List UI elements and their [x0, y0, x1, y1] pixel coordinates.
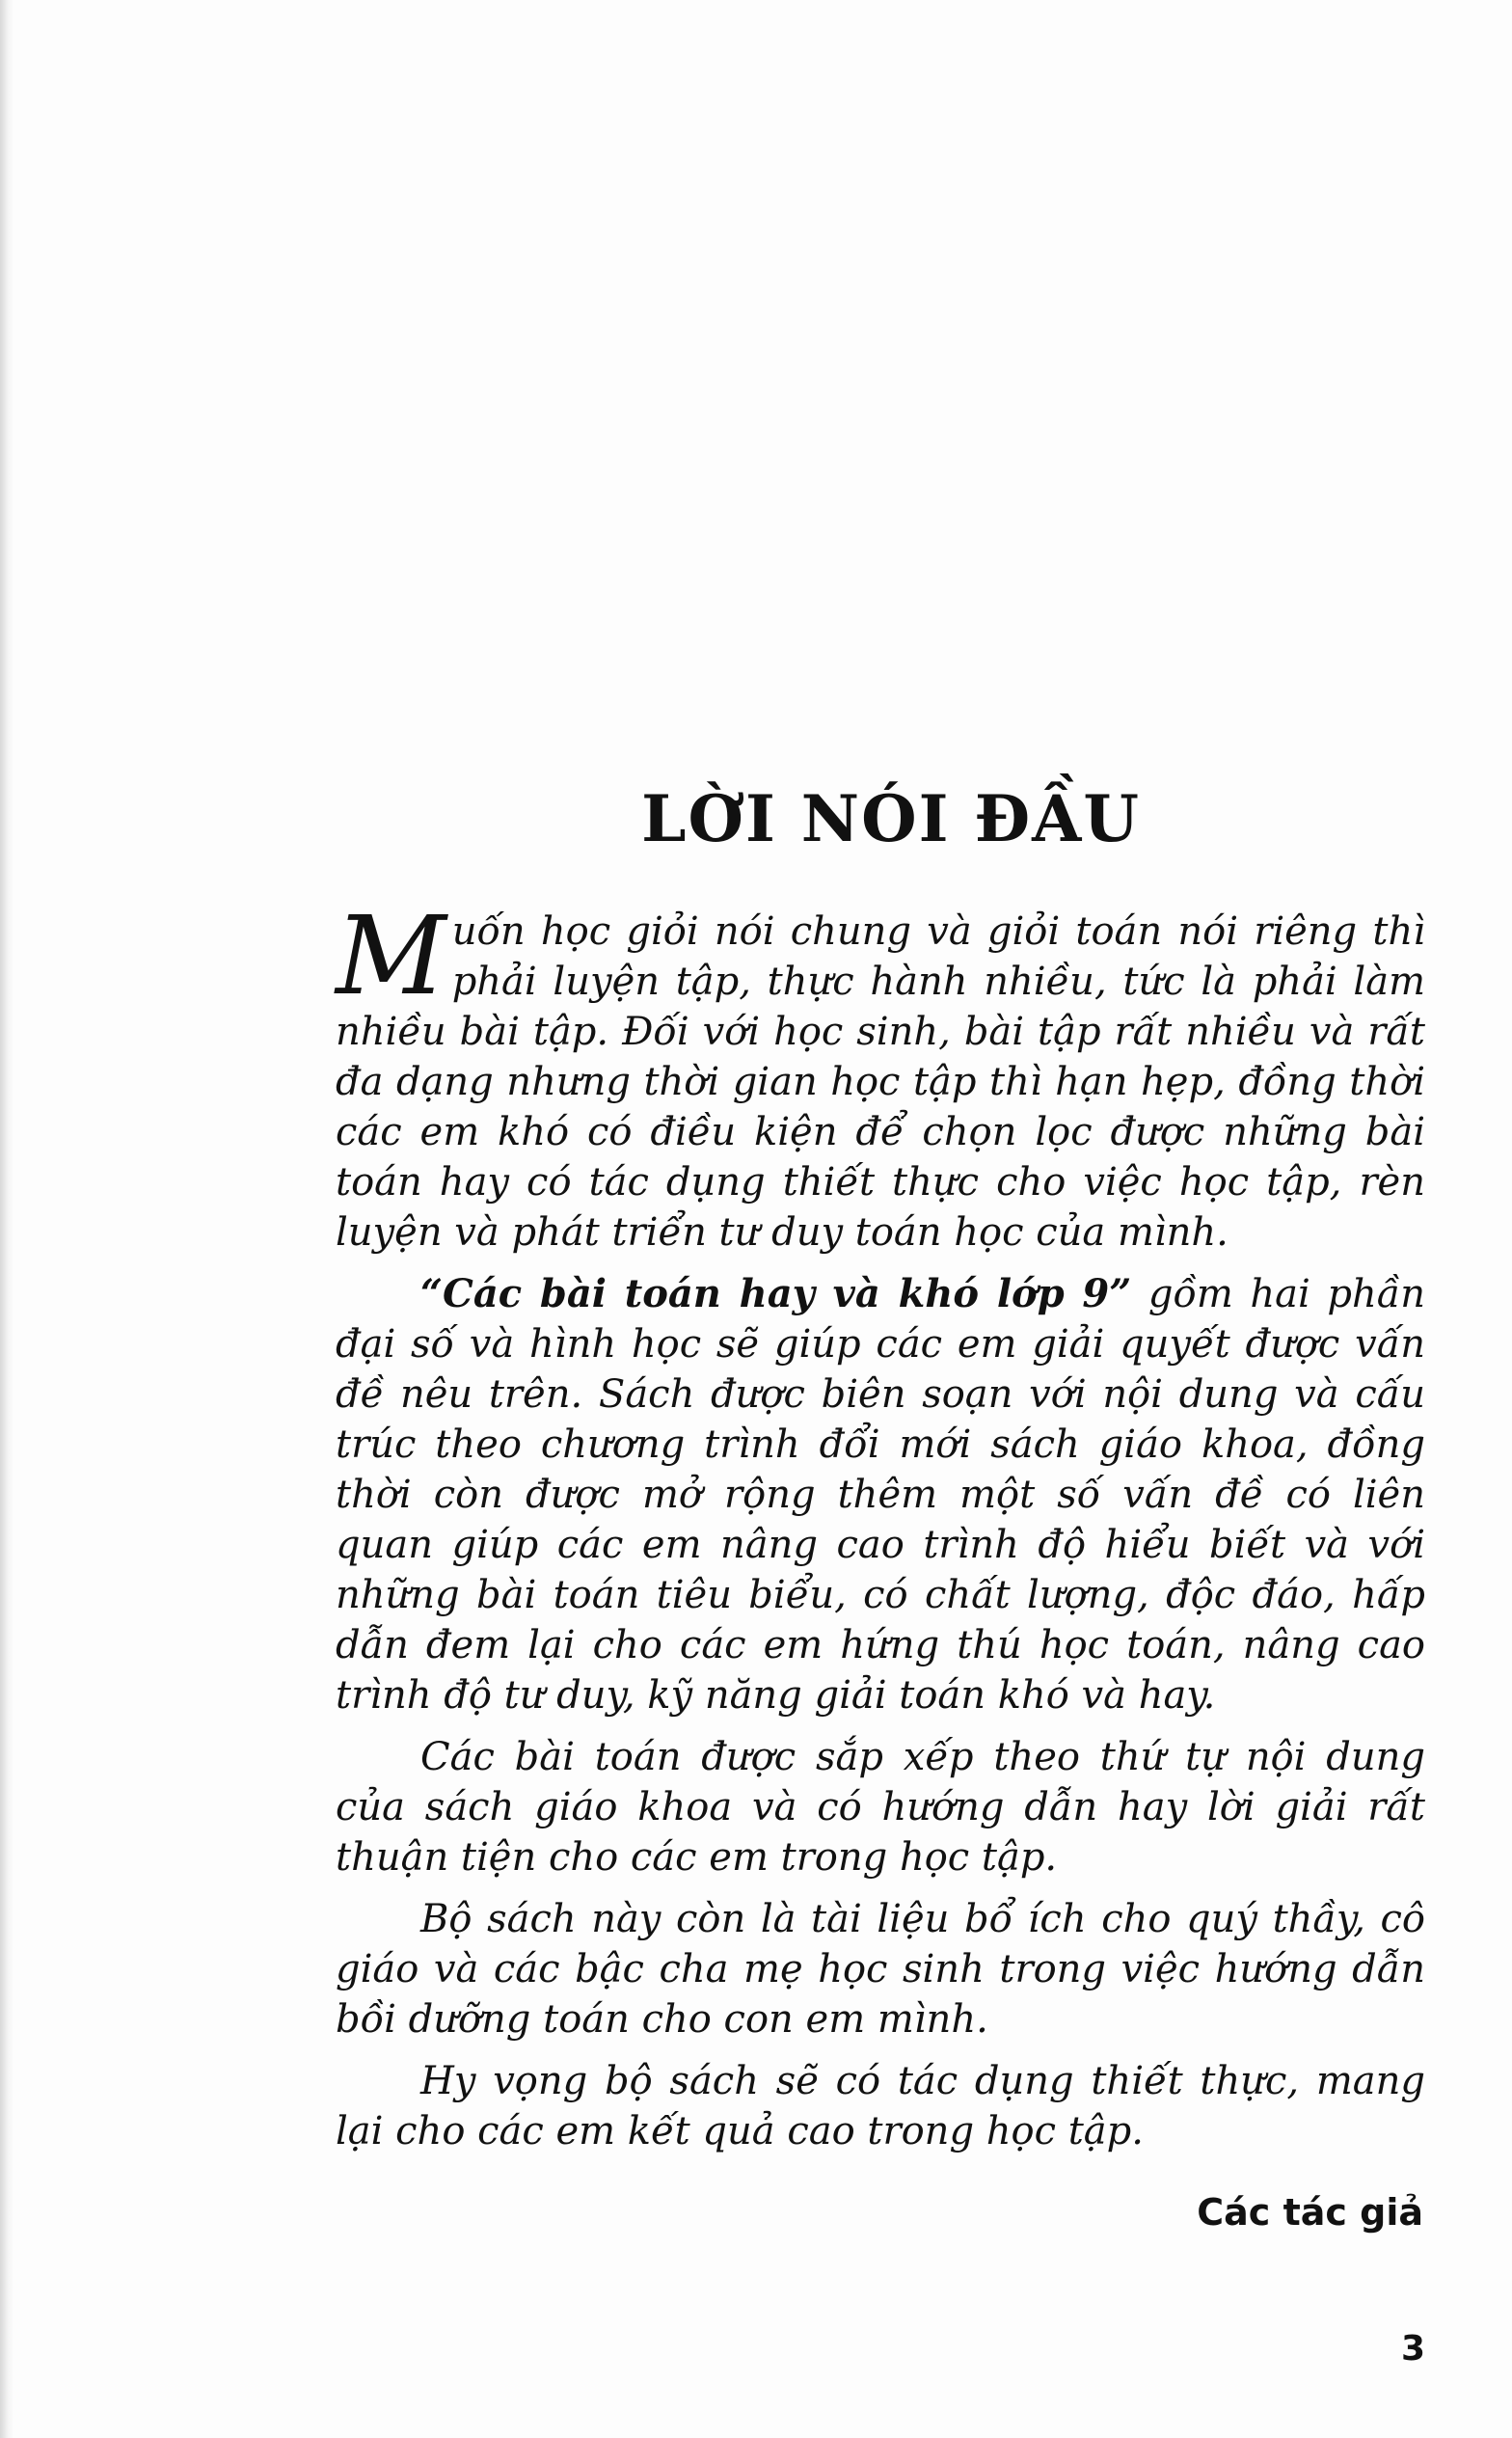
paragraph-2: [336, 1269, 1425, 1720]
signature: Các tác giả: [1197, 2191, 1423, 2234]
book-title: “Các bài toán hay và khó lớp 9”: [420, 1271, 1132, 1316]
page-number: 3: [1400, 2329, 1425, 2369]
paragraph-2-text: gồm hai phần đại số và hình học sẽ giúp các em giải quyết được vấn đề nêu trên. Sách được biên soạn với nội dung và cấu trúc theo chương trình đổi mới sách giáo khoa, đồng thời còn được mở rộng thêm một số vấn đề có liên quan giúp các em nâng cao trình độ hiểu biết và với những bài toán tiêu biểu, có chất lượng, độc đáo, hấp dẫn đem lại cho các em hứng thú học toán, nâng cao trình độ tư duy, kỹ năng giải toán khó và hay.: [336, 1272, 1425, 1718]
preface-body: [336, 894, 1425, 2168]
paragraph-3: Các bài toán được sắp xếp theo thứ tự nội dung của sách giáo khoa và có hướng dẫn hay lời giải rất thuận tiện cho các em trong học tập.: [336, 1735, 1425, 1880]
drop-cap: M: [336, 894, 446, 1019]
paragraph-4: Bộ sách này còn là tài liệu bổ ích cho quý thầy, cô giáo và các bậc cha mẹ học sinh trong việc hướng dẫn bồi dưỡng toán cho con em mình.: [336, 1897, 1425, 2042]
paragraph-5: Hy vọng bộ sách sẽ có tác dụng thiết thực, mang lại cho các em kết quả cao trong học tập.: [336, 2059, 1425, 2154]
page-edge-shadow: [0, 0, 14, 2438]
paragraph-1-text: uốn học giỏi nói chung và giỏi toán nói riêng thì phải luyện tập, thực hành nhiều, tức là phải làm nhiều bài tập. Đối với học sinh, bài tập rất nhiều và rất đa dạng nhưng thời gian học tập thì hạn hẹp, đồng thời các em khó có điều kiện để chọn lọc được những bài toán hay có tác dụng thiết thực cho việc học tập, rèn luyện và phát triển tư duy toán học của mình.: [336, 909, 1425, 1255]
paragraph-1: [336, 894, 1425, 1258]
page-title: LỜI NÓI ĐẦU: [641, 781, 1141, 856]
